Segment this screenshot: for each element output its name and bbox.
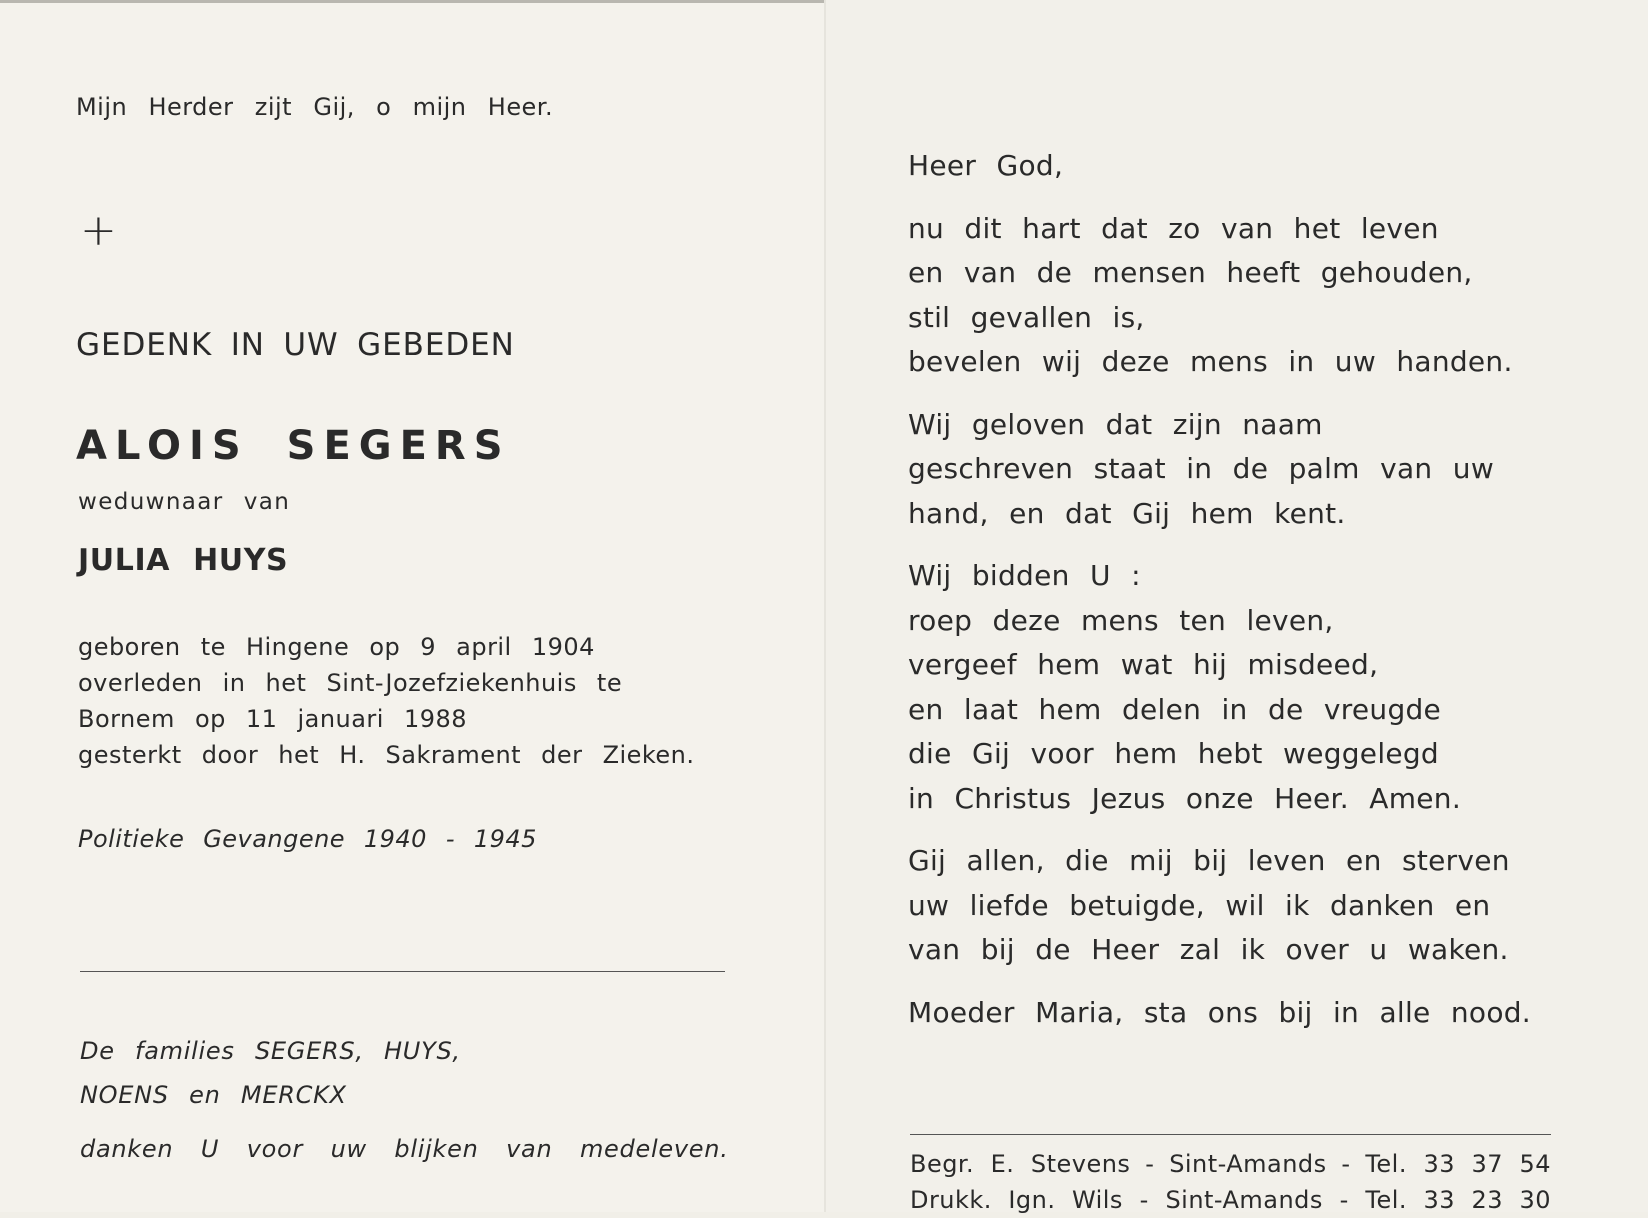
families-line: De families SEGERS, HUYS, xyxy=(80,1037,461,1065)
remember-heading: GEDENK IN UW GEBEDEN xyxy=(76,327,515,363)
prayer-line: die Gij voor hem hebt weggelegd xyxy=(908,737,1439,770)
prayer-line: en van de mensen heeft gehouden, xyxy=(908,256,1473,289)
printer-credit-part: - xyxy=(1341,1150,1351,1178)
bio-line: Bornem op 11 januari 1988 xyxy=(78,705,468,733)
printer-credit-part: Sint-Amands xyxy=(1165,1186,1323,1214)
divider-line xyxy=(910,1134,1551,1135)
prayer-line: geschreven staat in de palm van uw xyxy=(908,452,1495,485)
family-thanks xyxy=(80,1029,729,1171)
prayer-line: bevelen wij deze mens in uw handen. xyxy=(908,345,1513,378)
stanza-gap xyxy=(908,821,1550,839)
divider-line xyxy=(80,971,725,972)
prayer-text xyxy=(908,144,1550,1035)
printer-credit-part: Tel. 33 23 30 xyxy=(1365,1186,1551,1214)
families-line: NOENS en MERCKX xyxy=(80,1081,347,1109)
printer-credit-part: Tel. 33 37 54 xyxy=(1365,1150,1551,1178)
prayer-line: Gij allen, die mij bij leven en sterven xyxy=(908,844,1510,877)
prayer-line: nu dit hart dat zo van het leven xyxy=(908,211,1439,245)
prayer-line: Wij bidden U : xyxy=(908,559,1141,592)
stanza-gap xyxy=(908,385,1550,403)
prayer-line: vergeef hem wat hij misdeed, xyxy=(908,648,1379,681)
widower-of-label: weduwnaar van xyxy=(78,489,291,515)
prayer-line: Heer God, xyxy=(908,149,1064,182)
printer-credit-part: - xyxy=(1145,1150,1155,1178)
biography xyxy=(78,629,694,773)
motto: Mijn Herder zijt Gij, o mijn Heer. xyxy=(76,93,554,121)
spouse-name: JULIA HUYS xyxy=(78,543,289,578)
stanza-gap xyxy=(908,973,1550,991)
stanza-gap xyxy=(908,189,1550,207)
prayer-line: Wij geloven dat zijn naam xyxy=(908,407,1323,441)
printer-credit-part: Begr. E. Stevens xyxy=(910,1150,1131,1178)
thanks-line: danken U voor uw blijken van medeleven. xyxy=(80,1135,729,1163)
printer-credit-row xyxy=(910,1182,1551,1218)
bio-line: gesterkt door het H. Sakrament der Zieken. xyxy=(78,741,695,769)
left-page xyxy=(0,0,826,1212)
prayer-line: van bij de Heer zal ik over u waken. xyxy=(908,933,1509,966)
prayer-line: en laat hem delen in de vreugde xyxy=(908,692,1442,726)
bio-line: geboren te Hingene op 9 april 1904 xyxy=(78,633,595,661)
deceased-name: ALOIS SEGERS xyxy=(76,423,511,469)
prayer-line: Moeder Maria, sta ons bij in alle nood. xyxy=(908,995,1531,1029)
printer-credit-part: Sint-Amands xyxy=(1169,1150,1327,1178)
prayer-line: hand, en dat Gij hem kent. xyxy=(908,496,1346,530)
printer-credit-part: - xyxy=(1139,1186,1149,1214)
prayer-line: in Christus Jezus onze Heer. Amen. xyxy=(908,781,1462,815)
prayer-line: stil gevallen is, xyxy=(908,300,1145,334)
printer-credit-part: - xyxy=(1339,1186,1349,1214)
prayer-line: roep deze mens ten leven, xyxy=(908,603,1334,637)
printer-credits xyxy=(910,1146,1551,1218)
stanza-gap xyxy=(908,536,1550,554)
political-prisoner-note: Politieke Gevangene 1940 - 1945 xyxy=(78,825,537,853)
printer-credit-row xyxy=(910,1146,1551,1182)
prayer-line: uw liefde betuigde, wil ik danken en xyxy=(908,888,1491,922)
cross-symbol: + xyxy=(80,205,118,256)
printer-credit-part: Drukk. Ign. Wils xyxy=(910,1186,1123,1214)
bio-line: overleden in het Sint-Jozefziekenhuis te xyxy=(78,669,623,697)
